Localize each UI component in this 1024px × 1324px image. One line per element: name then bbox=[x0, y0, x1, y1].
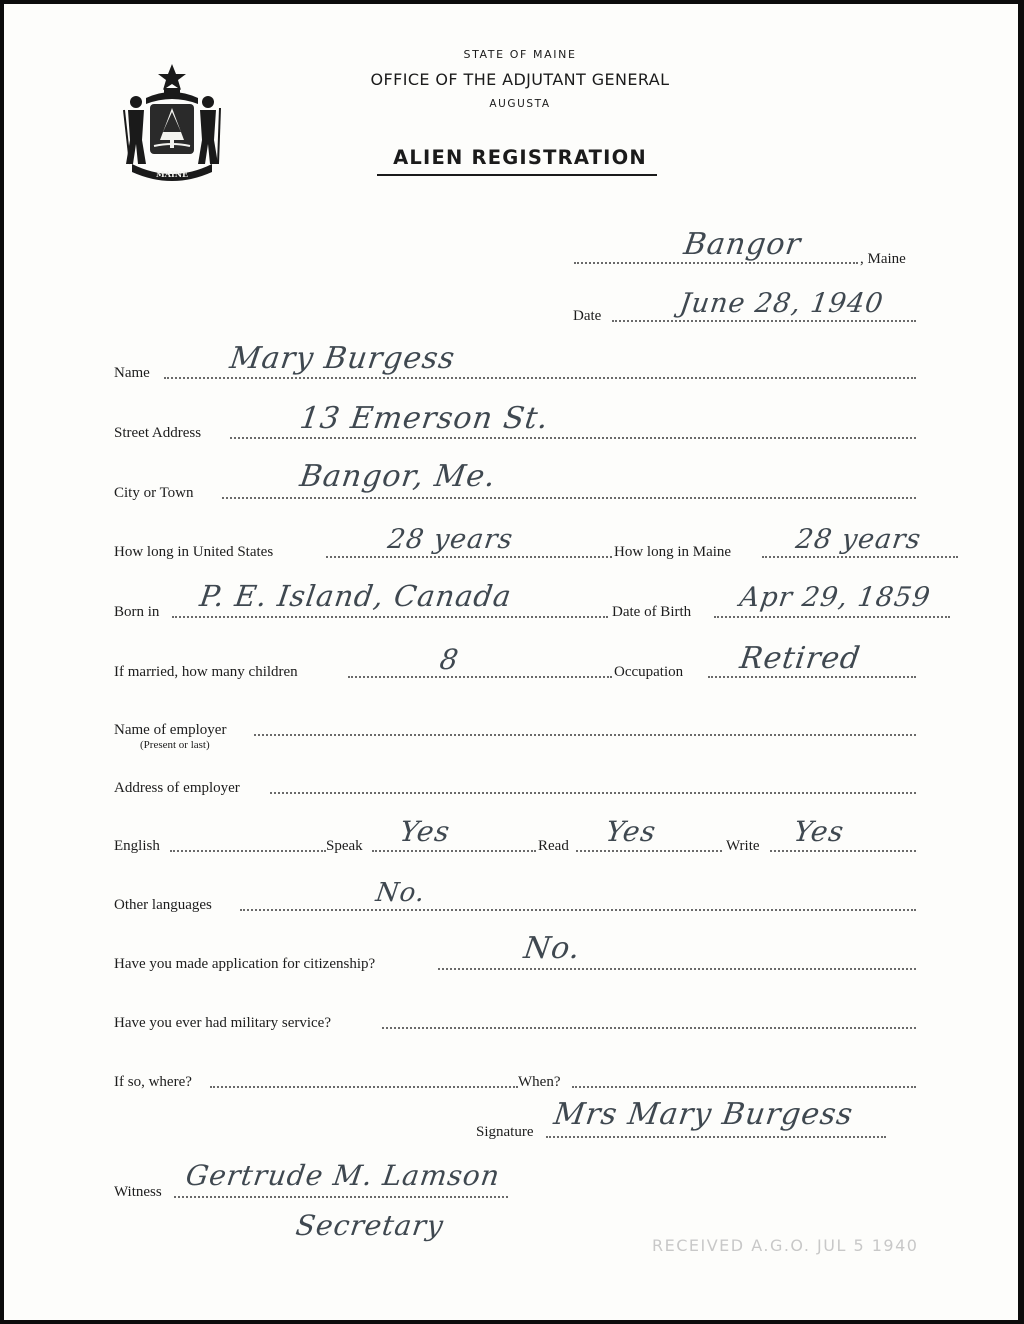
how-long-maine-entry: 28 years bbox=[793, 524, 924, 555]
english-label: English bbox=[114, 838, 160, 854]
signature-entry: Mrs Mary Burgess bbox=[551, 1097, 856, 1132]
employer-address-label: Address of employer bbox=[114, 780, 240, 796]
write-line bbox=[770, 850, 916, 852]
employer-name-line bbox=[254, 734, 916, 736]
street-address-label: Street Address bbox=[114, 425, 202, 441]
citizenship-line bbox=[438, 968, 916, 970]
date-entry: June 28, 1940 bbox=[677, 288, 886, 319]
city-or-town-label: City or Town bbox=[114, 485, 194, 501]
other-languages-entry: No. bbox=[373, 878, 428, 908]
other-languages-label: Other languages bbox=[114, 897, 212, 913]
state-heading: STATE OF MAINE bbox=[463, 48, 577, 61]
town-line bbox=[574, 262, 858, 264]
street-address-entry: 13 Emerson St. bbox=[297, 401, 552, 436]
registration-form-page bbox=[4, 4, 1018, 1320]
employer-name-label: Name of employer bbox=[114, 722, 227, 738]
how-long-us-entry: 28 years bbox=[385, 524, 516, 555]
svg-text:MAINE: MAINE bbox=[155, 169, 189, 179]
occupation-entry: Retired bbox=[737, 641, 863, 676]
form-title: ALIEN REGISTRATION bbox=[393, 146, 647, 169]
speak-label: Speak bbox=[326, 838, 363, 854]
city-or-town-line bbox=[222, 497, 916, 499]
if-so-where-label: If so, where? bbox=[114, 1074, 192, 1090]
witness-label: Witness bbox=[114, 1184, 162, 1200]
born-in-entry: P. E. Island, Canada bbox=[197, 579, 515, 613]
when-label: When? bbox=[518, 1074, 561, 1090]
employer-address-line bbox=[270, 792, 916, 794]
when-line bbox=[572, 1086, 916, 1088]
military-line bbox=[382, 1027, 916, 1029]
signature-line bbox=[546, 1136, 886, 1138]
office-heading: OFFICE OF THE ADJUTANT GENERAL bbox=[370, 70, 670, 89]
maine-state-seal-icon bbox=[118, 60, 226, 184]
date-of-birth-label: Date of Birth bbox=[612, 604, 692, 620]
how-long-maine-label: How long in Maine bbox=[614, 544, 732, 560]
received-stamp: RECEIVED A.G.O. JUL 5 1940 bbox=[652, 1236, 919, 1255]
city-or-town-entry: Bangor, Me. bbox=[297, 459, 499, 494]
occupation-line bbox=[708, 676, 916, 678]
date-label: Date bbox=[573, 308, 602, 324]
speak-line bbox=[372, 850, 536, 852]
citizenship-entry: No. bbox=[521, 931, 583, 966]
read-line bbox=[576, 850, 722, 852]
born-in-line bbox=[172, 616, 608, 618]
name-line bbox=[164, 377, 916, 379]
english-line bbox=[170, 850, 326, 852]
born-in-label: Born in bbox=[114, 604, 160, 620]
street-address-line bbox=[230, 437, 916, 439]
write-label: Write bbox=[726, 838, 760, 854]
if-so-where-line bbox=[210, 1086, 518, 1088]
date-line bbox=[612, 320, 916, 322]
name-label: Name bbox=[114, 365, 150, 381]
citizenship-label: Have you made application for citizenship? bbox=[114, 956, 376, 972]
how-long-maine-line bbox=[762, 556, 958, 558]
occupation-label: Occupation bbox=[614, 664, 684, 680]
date-of-birth-line bbox=[714, 616, 950, 618]
how-long-us-label: How long in United States bbox=[114, 544, 274, 560]
read-entry: Yes bbox=[603, 815, 659, 848]
witness-entry: Gertrude M. Lamson bbox=[183, 1159, 503, 1192]
children-line bbox=[348, 676, 612, 678]
write-entry: Yes bbox=[791, 815, 847, 848]
children-label: If married, how many children bbox=[114, 664, 298, 680]
other-languages-line bbox=[240, 909, 916, 911]
employer-name-note: (Present or last) bbox=[140, 739, 210, 751]
how-long-us-line bbox=[326, 556, 612, 558]
children-entry: 8 bbox=[437, 643, 462, 676]
signature-label: Signature bbox=[476, 1124, 534, 1140]
witness-title-entry: Secretary bbox=[293, 1209, 446, 1242]
town-entry: Bangor bbox=[681, 227, 804, 262]
speak-entry: Yes bbox=[397, 815, 453, 848]
title-underline bbox=[377, 174, 657, 176]
witness-line bbox=[174, 1196, 508, 1198]
city-heading: AUGUSTA bbox=[489, 98, 551, 110]
military-label: Have you ever had military service? bbox=[114, 1015, 331, 1031]
name-entry: Mary Burgess bbox=[227, 341, 458, 376]
read-label: Read bbox=[538, 838, 569, 854]
maine-label: , Maine bbox=[860, 251, 906, 267]
date-of-birth-entry: Apr 29, 1859 bbox=[737, 582, 933, 613]
